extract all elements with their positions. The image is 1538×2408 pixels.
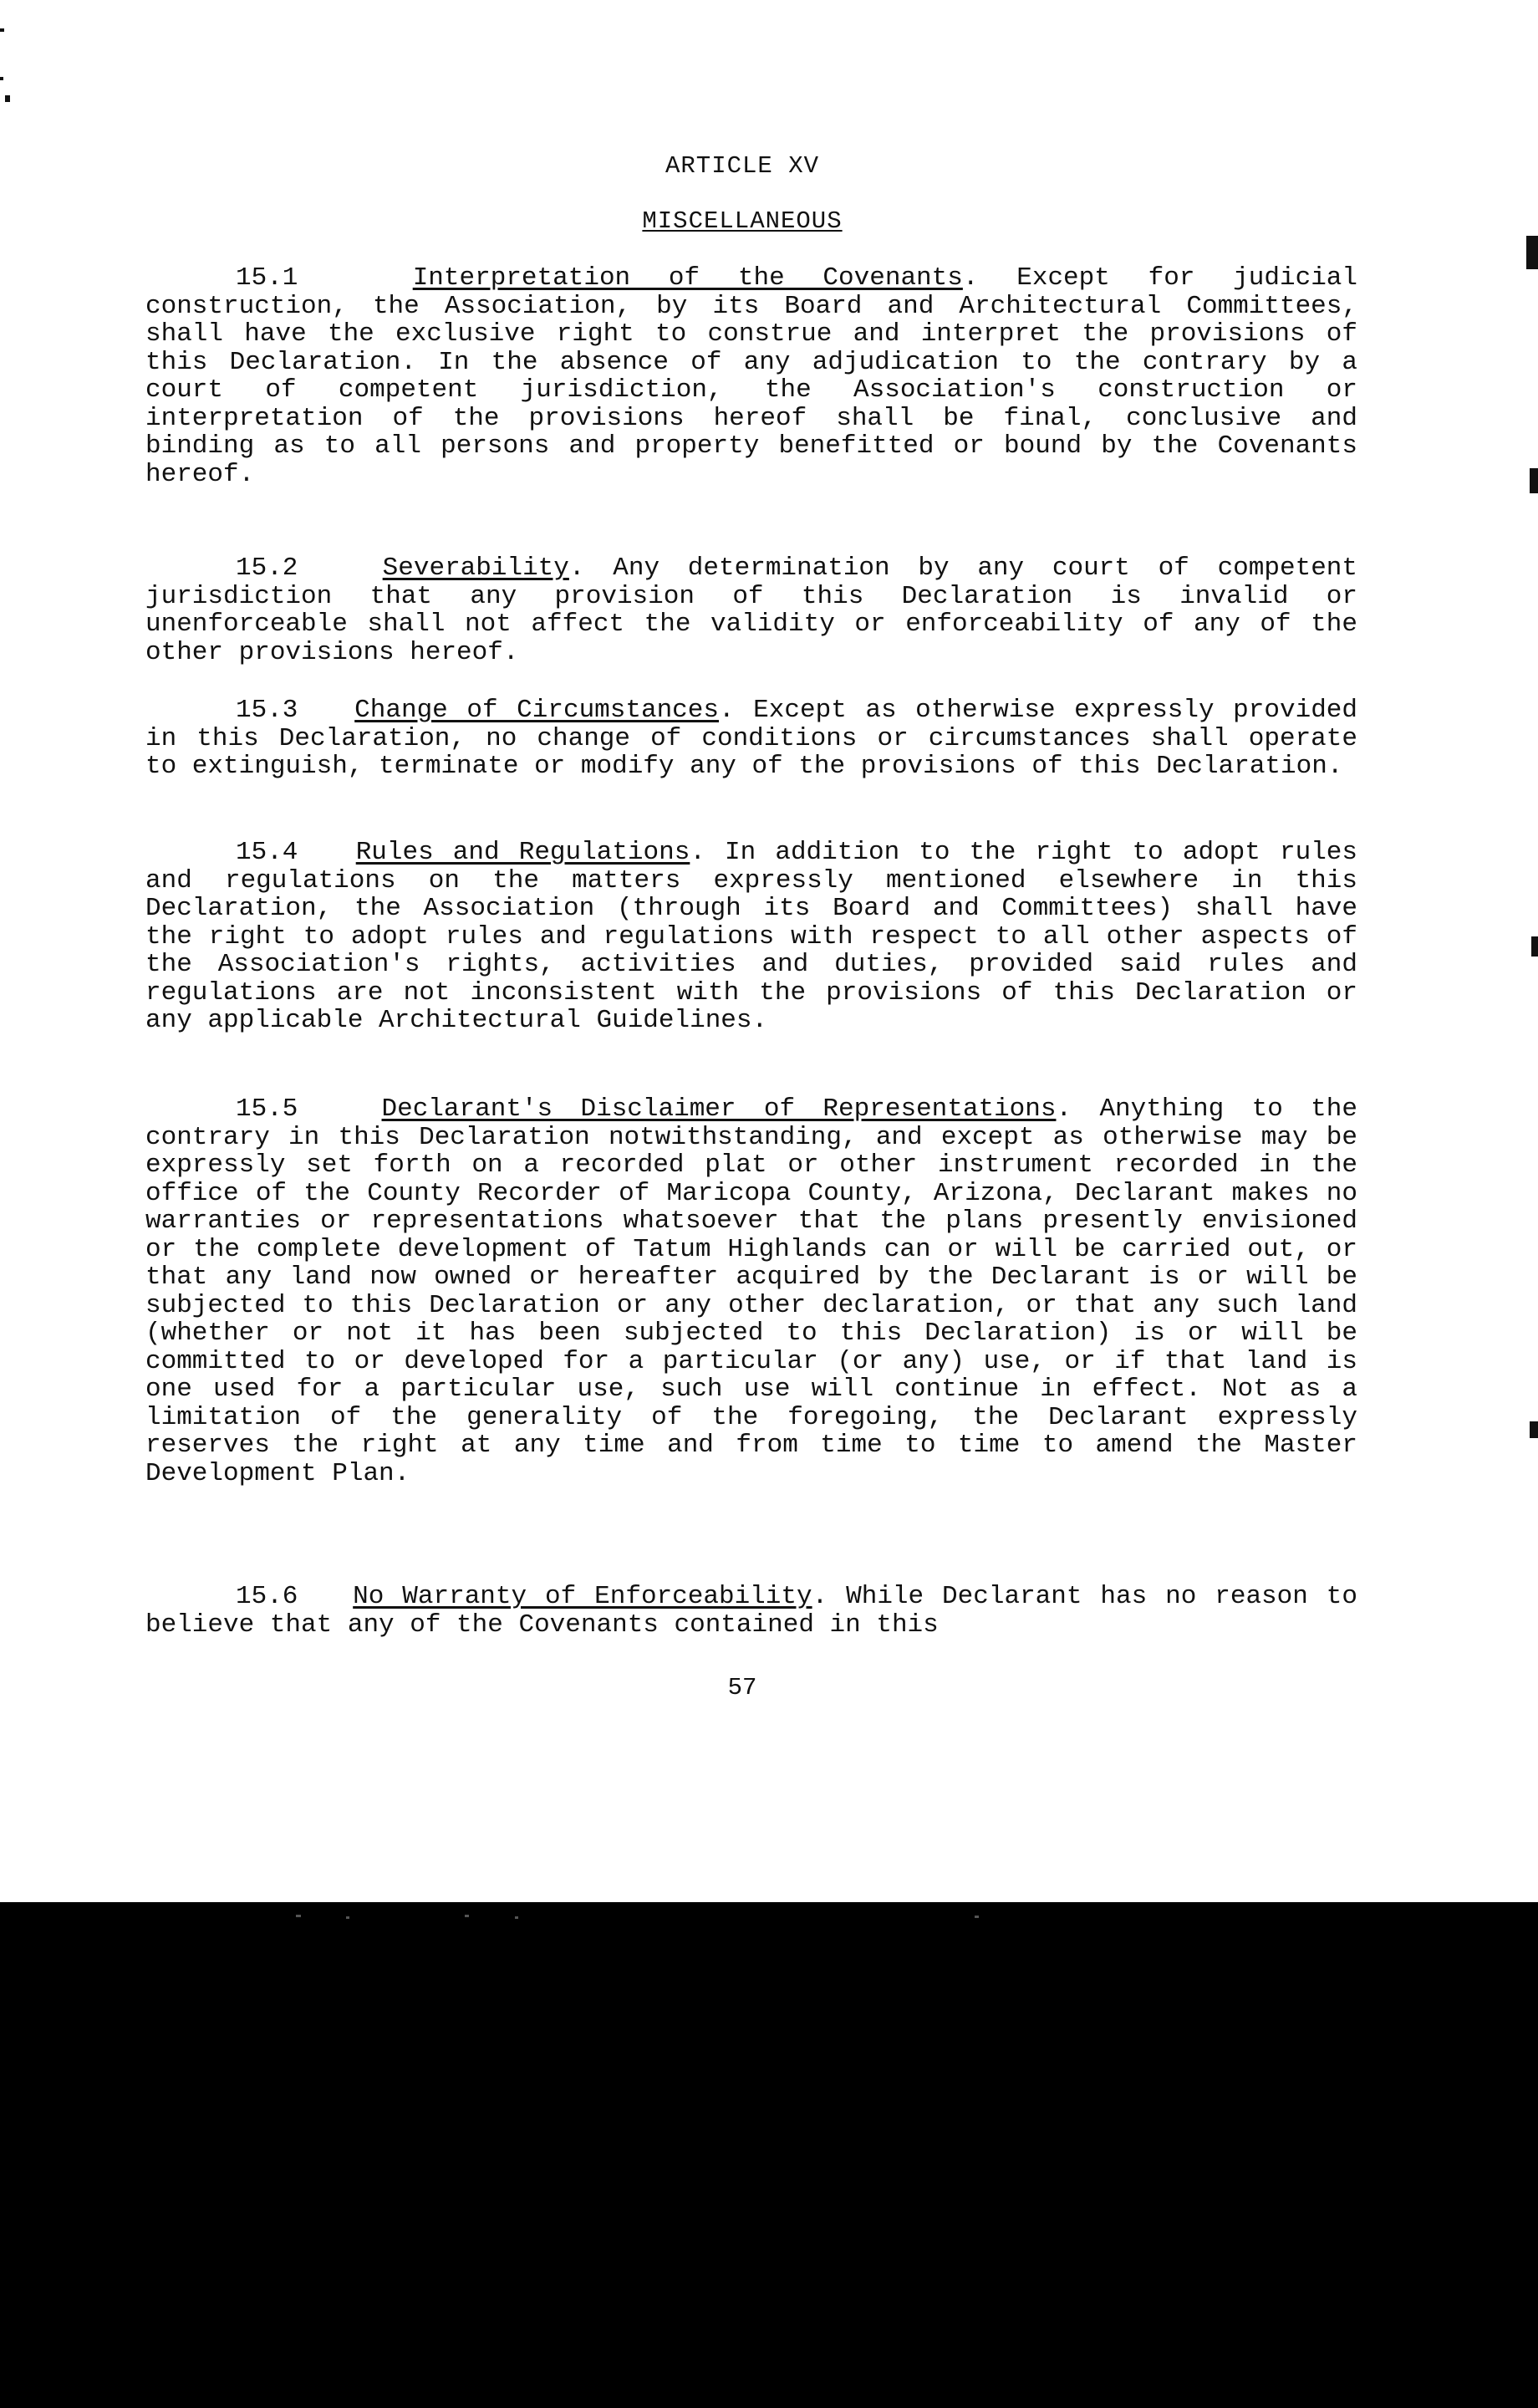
section-15-5 <box>145 1095 1357 1487</box>
section-number: 15.5 <box>236 1094 298 1124</box>
scan-mark <box>1526 236 1538 269</box>
section-text: . Except for judicial construction, the Association, by its Board and Architectural Committees, shall have the exclusive right to construe and interpret the provisions of this Declaration. In the absence of any adjudication to the contrary by a court of competent jurisdiction, the Association's construction or interpretation of the provisions hereof shall be final, conclusive and binding as to all persons and property benefitted or bound by the Covenants hereof. <box>145 263 1358 489</box>
section-15-4 <box>145 839 1357 1035</box>
section-title: Rules and Regulations <box>355 838 690 867</box>
section-title: No Warranty of Enforceability <box>353 1582 812 1611</box>
section-text: . In addition to the right to adopt rules and regulations on the matters expressly mentioned elsewhere in this Declaration, the Association (through its Board and Committees) shall have the right to adopt rules and regulations with respect to all other aspects of the Association's rights, activities and duties, provided said rules and regulations are not inconsistent with the provisions of this Declaration or any applicable Architectural Guidelines. <box>145 838 1357 1035</box>
scan-speck <box>975 1916 979 1918</box>
section-number: 15.2 <box>236 554 298 583</box>
scan-speck <box>346 1916 349 1919</box>
scan-mark <box>1530 468 1538 493</box>
section-number: 15.6 <box>236 1582 298 1611</box>
section-text: . Anything to the contrary in this Declaration notwithstanding, and except as otherwise may be expressly set forth on a recorded plat or other instrument recorded in the office of the County Recorder of Maricopa County, Arizona, Declarant makes no warranties or representations whatsoever that the plans presently envisioned or the complete development of Tatum Highlands can or will be carried out, or that any land now owned or hereafter acquired by the Declarant is or will be subjected to this Declaration or any other declaration, or that any such land (whether or not it has been subjected to this Declaration) is or will be committed to or developed for a particular (or any) use, or if that land is one used for a particular use, such use will continue in effect. Not as a limitation of the generality of the foregoing, the Declarant expressly reserves the right at any time and from time to time to amend the Master Development Plan. <box>145 1094 1357 1488</box>
page-number: 57 <box>727 1674 757 1701</box>
article-subtitle-text: MISCELLANEOUS <box>642 207 843 235</box>
section-number: 15.4 <box>236 838 298 867</box>
scan-speck <box>296 1915 301 1917</box>
scan-mark <box>1531 936 1538 957</box>
section-title: Severability <box>382 554 569 583</box>
section-title: Change of Circumstances <box>354 696 719 725</box>
section-15-6 <box>145 1583 1357 1639</box>
scan-mark <box>0 28 4 32</box>
scan-speck <box>465 1915 469 1917</box>
scan-mark <box>0 77 3 80</box>
section-text: . While Declarant has no reason to believe that any of the Covenants contained in this <box>145 1582 1357 1640</box>
section-number: 15.1 <box>236 263 298 293</box>
section-15-1 <box>145 264 1357 488</box>
scan-mark <box>5 95 10 102</box>
section-title: Interpretation of the Covenants <box>412 263 963 293</box>
scan-mark <box>1530 1421 1538 1438</box>
section-15-3 <box>145 696 1357 781</box>
section-text: . Except as otherwise expressly provided in this Declaration, no change of conditions or circumstances shall operate to extinguish, terminate or modify any of the provisions of this Declaration. <box>145 696 1358 781</box>
article-subtitle <box>0 207 1485 235</box>
scan-speck <box>515 1916 518 1919</box>
section-title: Declarant's Disclaimer of Representations <box>381 1094 1057 1124</box>
section-15-2 <box>145 554 1357 666</box>
article-heading: ARTICLE XV <box>665 152 820 180</box>
section-number: 15.3 <box>236 696 298 725</box>
section-text: . Any determination by any court of competent jurisdiction that any provision of this Declaration is invalid or unenforceable shall not affect the validity or enforceability of any of the other provisions hereof. <box>145 554 1358 667</box>
